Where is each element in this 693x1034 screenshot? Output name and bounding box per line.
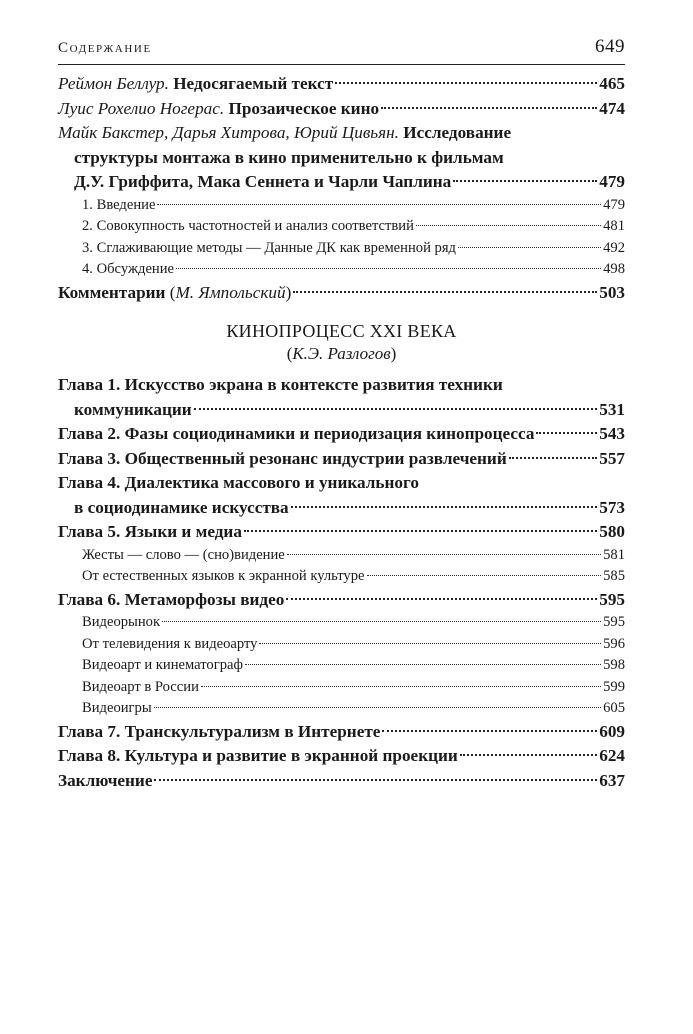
chapter-entry bbox=[58, 471, 625, 520]
entry-author: Луис Рохелио Ногерас. bbox=[58, 98, 225, 118]
chapter-title: Глава 7. Транскультурализм в Интернете bbox=[58, 721, 381, 741]
subentry-list bbox=[58, 195, 625, 281]
subentry-page: 598 bbox=[603, 657, 625, 673]
subentry-label: 2. Совокупность частотностей и анализ соответствий bbox=[82, 218, 414, 234]
dot-leader bbox=[244, 530, 597, 532]
chapter-title: Глава 6. Метаморфозы видео bbox=[58, 589, 285, 609]
chapter-entry bbox=[58, 720, 625, 745]
subentry-label: От естественных языков к экранной культуре bbox=[82, 568, 365, 584]
chapter-list bbox=[58, 373, 625, 793]
entry-title: Недосягаемый текст bbox=[173, 74, 334, 93]
page-number: 649 bbox=[595, 36, 625, 57]
dot-leader bbox=[416, 225, 601, 226]
entry-title-line3: Д.У. Гриффита, Мака Сеннета и Чарли Чаплина bbox=[74, 172, 452, 191]
chapter-entry bbox=[58, 520, 625, 545]
subentry-page: 479 bbox=[603, 196, 625, 213]
dot-leader bbox=[162, 621, 601, 622]
subentry bbox=[58, 545, 625, 567]
dot-leader bbox=[367, 575, 602, 576]
subentry-page: 605 bbox=[603, 700, 625, 716]
chapter-title-line2: коммуникации bbox=[74, 399, 192, 419]
dot-leader bbox=[286, 598, 597, 600]
entry-page: 474 bbox=[599, 98, 625, 118]
dot-leader bbox=[176, 268, 601, 269]
subentry bbox=[58, 655, 625, 677]
chapter-entry bbox=[58, 744, 625, 769]
chapter-page: 543 bbox=[599, 424, 625, 443]
dot-leader bbox=[382, 730, 597, 732]
dot-leader bbox=[335, 82, 597, 84]
chapter-entry bbox=[58, 769, 625, 794]
chapter-title: Глава 8. Культура и развитие в экранной проекции bbox=[58, 746, 458, 765]
subentry bbox=[58, 698, 625, 720]
dot-leader bbox=[154, 779, 597, 781]
comments-title: Комментарии bbox=[58, 282, 166, 302]
toc-entry-comments: Комментарии (М. Ямпольский) 503 bbox=[58, 281, 625, 306]
chapter-page: 637 bbox=[599, 770, 625, 790]
header-rule bbox=[58, 64, 625, 65]
running-head bbox=[58, 36, 625, 58]
dot-leader bbox=[453, 180, 597, 182]
dot-leader bbox=[157, 204, 601, 205]
toc-entry bbox=[58, 72, 625, 97]
dot-leader bbox=[291, 506, 598, 508]
subentry-label: Видеоарт и кинематограф bbox=[82, 657, 243, 673]
subentry bbox=[58, 259, 625, 281]
entry-author: Майк Бакстер, Дарья Хитрова, Юрий Цивьян. bbox=[58, 123, 399, 142]
dot-leader bbox=[381, 107, 597, 109]
dot-leader bbox=[259, 643, 601, 644]
subentry bbox=[58, 634, 625, 656]
subentry-label: Видеорынок bbox=[82, 614, 161, 630]
dot-leader bbox=[536, 432, 597, 434]
chapter-page: 580 bbox=[599, 522, 625, 541]
dot-leader bbox=[293, 291, 597, 293]
entry-page: 479 bbox=[599, 172, 625, 191]
dot-leader bbox=[154, 707, 601, 708]
subentry-label: 4. Обсуждение bbox=[82, 261, 175, 277]
table-of-contents bbox=[58, 72, 625, 793]
running-head-title: Содержание bbox=[58, 40, 152, 56]
chapter-page: 573 bbox=[599, 497, 625, 517]
subentry-page: 585 bbox=[603, 568, 625, 584]
entry-author: Реймон Беллур. bbox=[58, 74, 169, 93]
chapter-entry bbox=[58, 422, 625, 447]
dot-leader bbox=[194, 408, 598, 410]
subentry-label: Жесты — слово — (сно)видение bbox=[82, 546, 285, 563]
subentry-page: 596 bbox=[603, 635, 625, 652]
chapter-title: Заключение bbox=[58, 770, 153, 790]
subentry-page: 498 bbox=[603, 261, 625, 277]
chapter-title-line1: Глава 4. Диалектика массового и уникального bbox=[58, 473, 419, 492]
entry-title-line1: Исследование bbox=[403, 123, 512, 142]
subentry-page: 581 bbox=[603, 546, 625, 563]
chapter-title: Глава 2. Фазы социодинамики и периодизация кинопроцесса bbox=[58, 424, 535, 443]
entry-title: Прозаическое кино bbox=[228, 98, 380, 118]
chapter-entry bbox=[58, 447, 625, 472]
subentry-label: Видеоарт в России bbox=[82, 678, 199, 695]
chapter-title-line1: Глава 1. Искусство экрана в контексте развития техники bbox=[58, 375, 503, 394]
toc-entry bbox=[58, 97, 625, 122]
subentry-page: 481 bbox=[603, 218, 625, 234]
chapter-title-line2: в социодинамике искусства bbox=[74, 497, 289, 517]
chapter-page: 531 bbox=[599, 399, 625, 419]
subentry-label: 1. Введение bbox=[82, 196, 156, 213]
subentry-label: От телевидения к видеоарту bbox=[82, 635, 258, 652]
entry-title-line2: структуры монтажа в кино применительно к фильмам bbox=[74, 147, 504, 167]
subentry-label: 3. Сглаживающие методы — Данные ДК как временной ряд bbox=[82, 239, 456, 256]
section-editor: (К.Э. Разлогов) bbox=[286, 344, 397, 363]
subentry-page: 492 bbox=[603, 239, 625, 256]
chapter-page: 624 bbox=[599, 746, 625, 765]
chapter-page: 557 bbox=[599, 448, 625, 468]
dot-leader bbox=[509, 457, 597, 459]
subentry bbox=[58, 677, 625, 699]
subentry bbox=[58, 238, 625, 260]
dot-leader bbox=[201, 686, 601, 687]
dot-leader bbox=[245, 664, 601, 665]
chapter-title: Глава 5. Языки и медиа bbox=[58, 522, 242, 541]
subentry-page: 599 bbox=[603, 678, 625, 695]
toc-entry-multiline bbox=[58, 121, 625, 195]
dot-leader bbox=[287, 554, 601, 555]
chapter-page: 595 bbox=[599, 589, 625, 609]
entry-page: 503 bbox=[599, 282, 625, 302]
section-title: КИНОПРОЦЕСС XXI ВЕКА bbox=[226, 321, 457, 341]
subentry bbox=[58, 195, 625, 217]
chapter-entry bbox=[58, 373, 625, 422]
chapter-title: Глава 3. Общественный резонанс индустрии развлечений bbox=[58, 448, 507, 468]
dot-leader bbox=[458, 247, 601, 248]
subentry bbox=[58, 566, 625, 588]
section-editor-name: К.Э. Разлогов bbox=[292, 344, 391, 363]
subentry bbox=[58, 216, 625, 238]
dot-leader bbox=[460, 754, 597, 756]
entry-page: 465 bbox=[599, 74, 625, 93]
subentry-page: 595 bbox=[603, 614, 625, 630]
subentry-label: Видеоигры bbox=[82, 700, 152, 716]
subentry bbox=[58, 612, 625, 634]
chapter-page: 609 bbox=[599, 721, 625, 741]
comments-author: М. Ямпольский bbox=[175, 282, 286, 302]
chapter-entry bbox=[58, 588, 625, 613]
